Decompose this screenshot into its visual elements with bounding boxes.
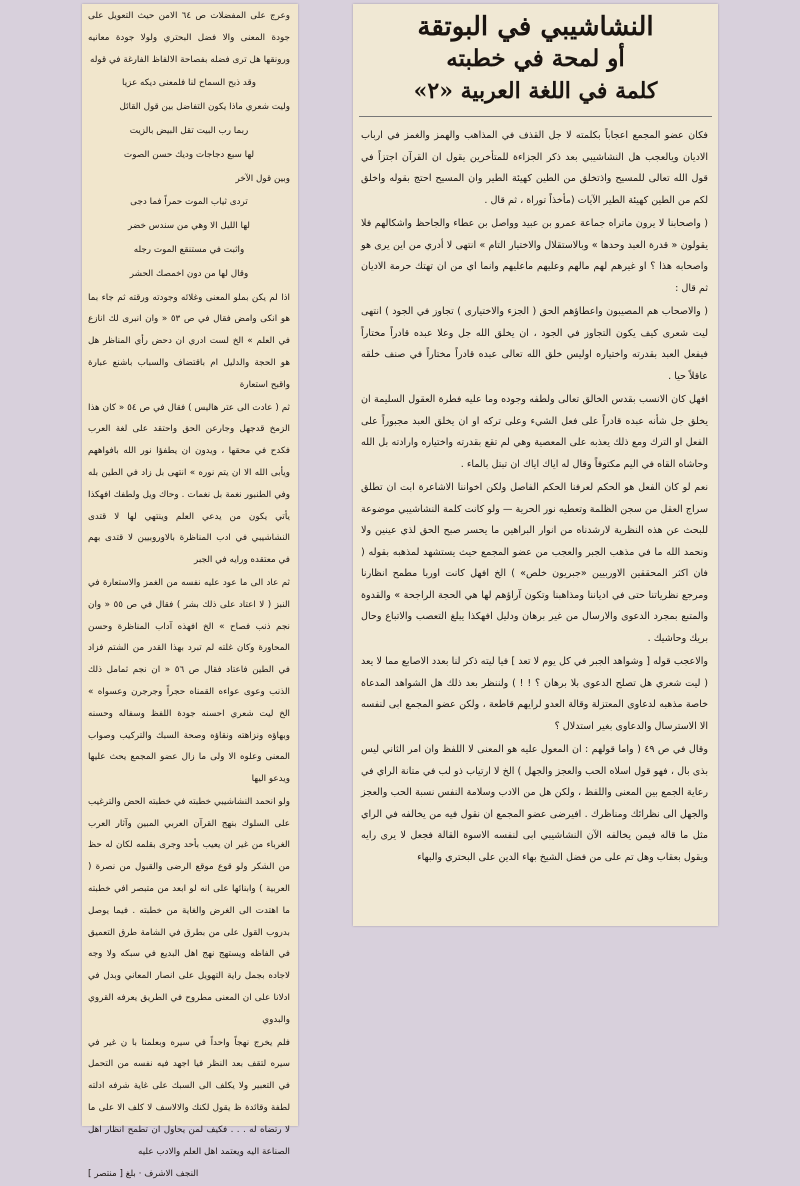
article-subtitle: أو لمحة في خطبته bbox=[446, 45, 625, 72]
verse-line: ربما رب البيت تقل البيض بالزيت bbox=[129, 125, 249, 136]
article-paragraph: ( واصحابنا لا يرون ماتراه جماعة عمرو بن عبيد وواصل بن عطاء والجاحظ واشكالهم فلا يقولون « قدرة العبد وحدها » وبالاستقلال والاختيار التام » انتهى لا أدري من اين يرى هو واصحابه هذا ؟ او غيرهم لهم مالهم وعليهم ماعليهم وانما اي من ان تهتك حرمة الاديان ثم قال : bbox=[361, 218, 708, 294]
continuation-paragraph: ثم ( عادت الى عتر هاليس ) فقال في ص ٥٤ « كان هذا الزمخ قدجهل وجارعن الحق واحتقد على لغة العرب فكدح في محقها ، ويدون ان يطفؤا نور الله بافواههم ويأبى الله الا ان يتم نوره » انتهى بل زاد في الطين بله وفي الطنبور نغمة بل نغمات . وحاك ويل ولطفك افهكذا يأتي يكون من يدعي العلم وينتهي لها لا قتدى النشاشيبي في ادب المناظرة بالاوروبيين لا قتدى بهم في معتقده ورايه في الجبر bbox=[88, 402, 290, 566]
article-paragraph: نعم لو كان الفعل هو الحكم لعرفنا الحكم الفاصل ولكن اخواننا الاشاعرة ابت ان تطلق سراج العقل من سجن الظلمة وتعطيه نور الحرية — ولو كانت كلمة النشاشيبي موضوعة للبحث عن هذه النظرية لارشدناه من انوار البراهين ما يحسر صبح الحق لذي عينين ولا ونحمد الله ما في مذهب الجبر والعجب من عضو المجمع حيث يستشهد لمذهبه بقوله ( فان اكثر المحققين الاوربيين «جبريون خلص» ) الخ افهل كانت اوربا مطمح انظارنا ومرجع نظرياتنا حتى في ادياننا ومذاهبنا وتكون آراؤهم لها هي الحجة الراجحة » والقدوة والمتبع بمجرد الدعوى والارسال من غير برهان ودليل افهكذا يبلغ التعصب والاتباع وحال بريك وحاشيك . bbox=[361, 482, 708, 644]
verse-line: وقد ذبح السماح لنا فلمعنى ديكه عزيا bbox=[122, 78, 256, 89]
continuation-body bbox=[82, 4, 298, 1186]
continuation-paragraph: اذا لم يكن بملو المعنى وغلائه وجودته ورقته ثم جاء بما هو انكى وامض فقال في ص ٥٣ « وان انبرى لك انازع في العلم » الخ لست ادري ان دحض رأي المناظر هل هو الحجة والدليل ام باقتضاف والسباب باشنع عبارة واقبح استعارة bbox=[88, 292, 291, 390]
verse-line: واثبت في مستنقع الموت رجله bbox=[133, 244, 245, 255]
continuation-paragraph: وعرج على المفضلات ص ٦٤ الامن حيث التعويل على جودة المعنى والا فضل البحتري ولولا جودة معانيه ورونقها هل ترى فضله بفصاحة الالفاظ الفارغة في قوله bbox=[88, 11, 290, 65]
author-signature: النجف الاشرف · بلغ [ منتصر ] bbox=[88, 1169, 199, 1180]
article-paragraph: والاعجب قوله [ وشواهد الجبر في كل يوم لا تعد ] فيا ليته ذكر لنا بعدد الاصابع مما لا يعد ( ليت شعري هل تصلح الدعوى بلا برهان ؟ ! ! ) ولننظر بعد ذلك هل الشواهد المدعاة خاصة مذهبه لدعاوى المعتزلة وقالة العدو لرايهم قاطعة ، ولكن عضو المجمع ابى لنفسه الا الاسترسال والدعاوى بغير استدلال ؟ bbox=[361, 656, 708, 732]
article-section-title: كلمة في اللغة العربية «٢» bbox=[359, 74, 712, 117]
article-paragraph: وقال في ص ٤٩ ( واما قولهم : ان المعول عليه هو المعنى لا اللفظ وان امر الثاني ليس بذى بال ، فهو قول اسلاه الحب والعجز والجهل ) الخ لا ارتياب ذو لب في متانة الراي في رعاية الجمع بين المعنى واللفظ ، ولكن هل من الادب وسلامة النفس نسبة الحب والعجز والجهل الى نظرائك ومناظرك . افيرضى عضو المجمع ان نقول فيه من يخالفه في الراي مثل ما قاله فيمن يخالفه الآن النشاشيبي ابى لنفسه الاسوة القالة فجعل لا يرى رايه ويقول بعقاب وهل تم على من فضل الشيخ بهاء الدين على البحتري والبهاء bbox=[361, 744, 708, 863]
verse-line: وقال لها من دون اخمصك الحشر bbox=[129, 268, 249, 279]
article-paragraph: فكان عضو المجمع اعجاباً بكلمته لا جل القذف في المذاهب والهمز والغمز في ارباب الاديان ويالعجب هل النشاشيبي بعد ذكر الجزاءة للمتأخرين يقول ان القرآن اجتزاً في قول الله تعالى للمسيح واذتخلق من الطين كهيئة الطير وان المسيح احتج بقوله واخلق لكم من الطين كهيئة الطير الآيات (مأخذاً توراة ، ثم قال . bbox=[361, 130, 708, 206]
continuation-paragraph: ولو انحمد النشاشيبي خطبته في خطبته الحض والترغيب على السلوك بنهج القرآن العربي المبين وآثار العرب الغرباء من غير ان يعيب بأحد وجرى بقلمه لكان له حظ من الشكر ولو قوع موقع الرضى والقبول من نصرة ( العربية ) وابنائها على انه لو ابعد من متبصر افي خطبته ما اهتدت الى الغرض والغاية من خطبته . فيما يوصل بدروب القول على من بطرق في الشامة طرق التعميق في الفاظه ويستهج نهج اهل البديع في سبكه ولا وجه لاجاده بجمل راية التهويل على انصار المعاني وبدل في ادلانا على ان المعنى مطروح في الطريق يعرفه القروي والبدوي bbox=[88, 796, 290, 1025]
continuation-paragraph: وليت شعري ماذا يكون التفاضل بين قول القائل bbox=[119, 102, 290, 113]
verse-line: لها الليل الا وهي من سندس خضر bbox=[128, 221, 250, 232]
verse-line: لها سبع دجاجات وديك حسن الصوت bbox=[123, 149, 255, 160]
article-paragraph: افهل كان الانسب بقدس الخالق تعالى ولطفه وجوده وما عليه فطرة العقول السليمة ان يخلق جل شأنه عبده قادراً على فعل الشيء وعلى تركه او ان يخلق العبد مجبوراً على الفعل او الترك ومع ذلك يعذبه على المعصية وهي لم تقع بقدرته واختياره وارادته بل الله وحاشاه القاه في اليم مكتوفاً وقال له اياك اياك ان تبتل بالماء . bbox=[361, 394, 708, 470]
verse-line: تردى ثياب الموت حمراً فما دجى bbox=[130, 197, 248, 208]
continuation-paragraph: ثم عاد الى ما عود عليه نفسه من الغمز والاستعارة في النبز ( لا اعتاد على ذلك بشر ) فقال في ص ٥٥ « وان نجم ذنب فصاح » الخ افهذه آداب المناظرة وحسن المحاورة وكان غلته لم تبرد بهذا القدر من الشتم فزاد في الطين فاعتاد فقال ص ٥٦ « ان نجم ثمامل ذلك الذنب وعوى عواءه القمناه حجراً وجرجرن وعسواه » الخ ليت شعري احسنه جودة اللفظ وسفاله وحسنه وبهاؤه ونزاهته ونقاؤه وصحة السبك والتركيب وصواب المعنى وعلوه الا ولى ما زال عضو المجمع يحث عليها ويدعو اليها bbox=[88, 577, 290, 785]
article-clipping-right bbox=[353, 4, 718, 926]
continuation-paragraph: وبين قول الآخر bbox=[235, 173, 290, 184]
article-clipping-left bbox=[82, 4, 298, 1180]
article-title: النشاشيبي في البوتقة bbox=[417, 12, 654, 42]
continuation-paragraph: فلم يخرج نهجاً واحداً في سيره وبعلمنا با ن غير في سيره لتقف بعد النظر فيا اجهد فيه نفسه من التحمل في التعبير ولا يكلف الى السبك على غاية شرفه ادلته لطفة وقائدة ظ يقول لكنك والالاسف لا كلف الا على ما لا رتضاه له . . . فكيف لمن يحاول ان تطمح انظار اهل الصناعة اليه ويعتمد اهل العلم والادب عليه bbox=[88, 1037, 290, 1157]
article-body bbox=[353, 117, 718, 868]
article-paragraph: ( والاصحاب هم المصيبون واعطاؤهم الحق ( الجزء والاختيارى ) تجاوز في الجود ) انتهى ليت شعرى كيف يكون التجاوز في الجود ، ان يخلق الله جل وعلا عبده قادراً مختاراً فيفعل العبد بقدرته واختياره اوليس خلق الله تعالى عبده قادراً مختاراً في صنف خلقه عاقلاً حيا . bbox=[361, 306, 708, 382]
